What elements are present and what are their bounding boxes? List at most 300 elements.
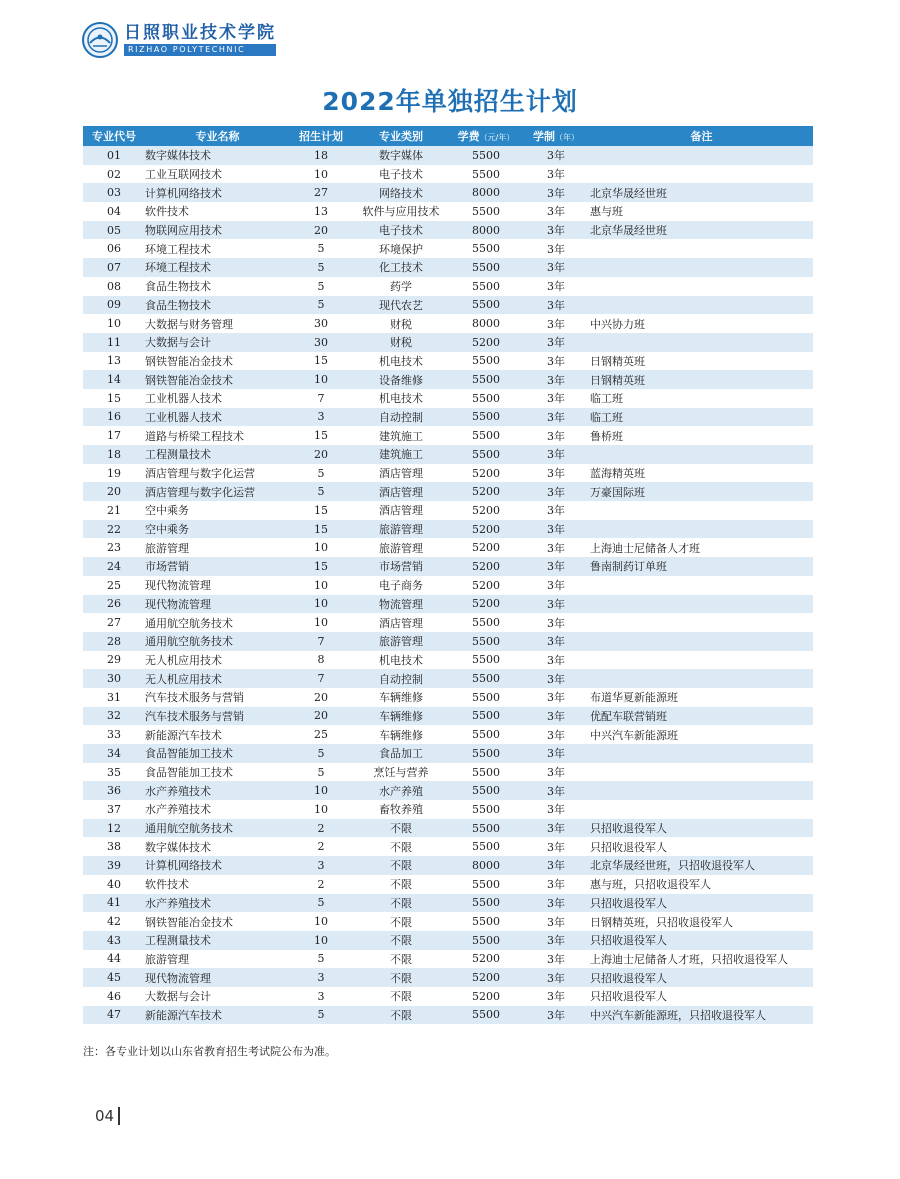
cell-tuition: 8000 xyxy=(450,314,522,333)
cell-quota: 7 xyxy=(290,389,352,408)
col-header-category: 专业类别 xyxy=(352,126,450,146)
col-header-duration-unit: （年） xyxy=(555,133,579,142)
cell-remarks xyxy=(590,296,813,315)
cell-quota: 13 xyxy=(290,202,352,221)
cell-code: 15 xyxy=(83,389,145,408)
table-row xyxy=(83,800,813,819)
cell-code: 35 xyxy=(83,763,145,782)
cell-tuition: 5500 xyxy=(450,613,522,632)
cell-remarks xyxy=(590,165,813,184)
cell-quota: 20 xyxy=(290,221,352,240)
table-row xyxy=(83,221,813,240)
cell-remarks xyxy=(590,239,813,258)
cell-code: 27 xyxy=(83,613,145,632)
cell-category: 建筑施工 xyxy=(352,445,450,464)
cell-remarks xyxy=(590,632,813,651)
cell-tuition: 5200 xyxy=(450,464,522,483)
cell-code: 09 xyxy=(83,296,145,315)
cell-remarks xyxy=(590,520,813,539)
cell-category: 环境保护 xyxy=(352,239,450,258)
table-row xyxy=(83,894,813,913)
cell-duration: 3年 xyxy=(522,389,590,408)
table-row xyxy=(83,613,813,632)
cell-remarks: 只招收退役军人 xyxy=(590,837,813,856)
cell-code: 05 xyxy=(83,221,145,240)
cell-major: 环境工程技术 xyxy=(145,258,290,277)
cell-major: 物联网应用技术 xyxy=(145,221,290,240)
cell-category: 电子商务 xyxy=(352,576,450,595)
cell-quota: 15 xyxy=(290,352,352,371)
cell-category: 建筑施工 xyxy=(352,426,450,445)
cell-major: 软件技术 xyxy=(145,202,290,221)
cell-code: 04 xyxy=(83,202,145,221)
cell-major: 现代物流管理 xyxy=(145,576,290,595)
table-row xyxy=(83,651,813,670)
cell-remarks: 只招收退役军人 xyxy=(590,968,813,987)
cell-quota: 2 xyxy=(290,875,352,894)
cell-quota: 2 xyxy=(290,837,352,856)
cell-remarks: 日钢精英班，只招收退役军人 xyxy=(590,912,813,931)
cell-duration: 3年 xyxy=(522,968,590,987)
cell-major: 水产养殖技术 xyxy=(145,781,290,800)
cell-code: 10 xyxy=(83,314,145,333)
cell-remarks: 鲁桥班 xyxy=(590,426,813,445)
cell-tuition: 5500 xyxy=(450,239,522,258)
cell-category: 车辆维修 xyxy=(352,688,450,707)
cell-duration: 3年 xyxy=(522,632,590,651)
cell-tuition: 5200 xyxy=(450,595,522,614)
cell-quota: 30 xyxy=(290,314,352,333)
cell-remarks: 蓝海精英班 xyxy=(590,464,813,483)
cell-remarks xyxy=(590,277,813,296)
cell-quota: 5 xyxy=(290,744,352,763)
cell-code: 47 xyxy=(83,1006,145,1025)
cell-category: 自动控制 xyxy=(352,669,450,688)
cell-tuition: 5500 xyxy=(450,819,522,838)
cell-remarks: 上海迪士尼储备人才班，只招收退役军人 xyxy=(590,950,813,969)
cell-tuition: 5200 xyxy=(450,576,522,595)
table-row xyxy=(83,183,813,202)
cell-remarks: 中兴汽车新能源班 xyxy=(590,725,813,744)
cell-major: 现代物流管理 xyxy=(145,968,290,987)
cell-code: 13 xyxy=(83,352,145,371)
table-row xyxy=(83,445,813,464)
cell-code: 26 xyxy=(83,595,145,614)
cell-tuition: 5500 xyxy=(450,688,522,707)
cell-tuition: 5500 xyxy=(450,837,522,856)
cell-category: 财税 xyxy=(352,333,450,352)
cell-duration: 3年 xyxy=(522,856,590,875)
cell-quota: 7 xyxy=(290,669,352,688)
cell-code: 01 xyxy=(83,146,145,165)
cell-quota: 8 xyxy=(290,651,352,670)
cell-quota: 20 xyxy=(290,445,352,464)
cell-remarks xyxy=(590,445,813,464)
cell-code: 28 xyxy=(83,632,145,651)
cell-tuition: 5500 xyxy=(450,931,522,950)
cell-category: 软件与应用技术 xyxy=(352,202,450,221)
cell-quota: 10 xyxy=(290,613,352,632)
cell-tuition: 5500 xyxy=(450,146,522,165)
cell-category: 不限 xyxy=(352,912,450,931)
cell-category: 市场营销 xyxy=(352,557,450,576)
cell-category: 不限 xyxy=(352,837,450,856)
table-row xyxy=(83,837,813,856)
cell-duration: 3年 xyxy=(522,183,590,202)
table-row xyxy=(83,146,813,165)
col-header-major: 专业名称 xyxy=(145,126,290,146)
cell-duration: 3年 xyxy=(522,669,590,688)
cell-major: 酒店管理与数字化运营 xyxy=(145,482,290,501)
table-row xyxy=(83,501,813,520)
cell-quota: 10 xyxy=(290,595,352,614)
col-header-tuition-unit: （元/年） xyxy=(479,133,515,142)
cell-code: 31 xyxy=(83,688,145,707)
cell-category: 电子技术 xyxy=(352,221,450,240)
cell-duration: 3年 xyxy=(522,819,590,838)
cell-major: 新能源汽车技术 xyxy=(145,725,290,744)
cell-duration: 3年 xyxy=(522,352,590,371)
cell-code: 37 xyxy=(83,800,145,819)
cell-duration: 3年 xyxy=(522,987,590,1006)
cell-major: 钢铁智能冶金技术 xyxy=(145,370,290,389)
cell-duration: 3年 xyxy=(522,613,590,632)
cell-remarks: 北京华晟经世班 xyxy=(590,221,813,240)
cell-category: 物流管理 xyxy=(352,595,450,614)
table-row xyxy=(83,875,813,894)
cell-quota: 25 xyxy=(290,725,352,744)
cell-category: 水产养殖 xyxy=(352,781,450,800)
cell-tuition: 5200 xyxy=(450,987,522,1006)
cell-remarks xyxy=(590,258,813,277)
col-header-code: 专业代号 xyxy=(83,126,145,146)
cell-remarks: 优配车联营销班 xyxy=(590,707,813,726)
cell-code: 07 xyxy=(83,258,145,277)
cell-major: 计算机网络技术 xyxy=(145,183,290,202)
table-row xyxy=(83,744,813,763)
table-row xyxy=(83,595,813,614)
cell-category: 烹饪与营养 xyxy=(352,763,450,782)
cell-code: 43 xyxy=(83,931,145,950)
cell-remarks: 惠与班 xyxy=(590,202,813,221)
cell-code: 03 xyxy=(83,183,145,202)
cell-major: 通用航空航务技术 xyxy=(145,632,290,651)
cell-category: 酒店管理 xyxy=(352,482,450,501)
cell-category: 旅游管理 xyxy=(352,632,450,651)
cell-remarks: 惠与班，只招收退役军人 xyxy=(590,875,813,894)
cell-quota: 5 xyxy=(290,482,352,501)
cell-major: 环境工程技术 xyxy=(145,239,290,258)
footnote: 注：各专业计划以山东省教育招生考试院公布为准。 xyxy=(83,1045,336,1058)
table-row xyxy=(83,931,813,950)
cell-major: 现代物流管理 xyxy=(145,595,290,614)
enrollment-plan-table xyxy=(83,126,813,1024)
cell-quota: 5 xyxy=(290,1006,352,1025)
cell-tuition: 5500 xyxy=(450,725,522,744)
cell-major: 汽车技术服务与营销 xyxy=(145,688,290,707)
table-row xyxy=(83,408,813,427)
cell-remarks: 只招收退役军人 xyxy=(590,987,813,1006)
cell-quota: 5 xyxy=(290,258,352,277)
table-row xyxy=(83,258,813,277)
cell-major: 工业机器人技术 xyxy=(145,389,290,408)
col-header-duration-label: 学制 xyxy=(533,130,555,143)
cell-category: 不限 xyxy=(352,894,450,913)
cell-major: 数字媒体技术 xyxy=(145,146,290,165)
school-logo-icon xyxy=(82,22,118,58)
cell-tuition: 5200 xyxy=(450,520,522,539)
cell-remarks xyxy=(590,576,813,595)
table-row xyxy=(83,688,813,707)
table-row xyxy=(83,277,813,296)
school-name-cn: 日照职业技术学院 xyxy=(124,23,276,43)
cell-duration: 3年 xyxy=(522,538,590,557)
cell-quota: 5 xyxy=(290,950,352,969)
cell-category: 网络技术 xyxy=(352,183,450,202)
cell-remarks xyxy=(590,744,813,763)
cell-code: 22 xyxy=(83,520,145,539)
cell-tuition: 5500 xyxy=(450,875,522,894)
table-row xyxy=(83,314,813,333)
cell-quota: 30 xyxy=(290,333,352,352)
cell-duration: 3年 xyxy=(522,725,590,744)
cell-duration: 3年 xyxy=(522,482,590,501)
cell-quota: 20 xyxy=(290,707,352,726)
cell-category: 不限 xyxy=(352,987,450,1006)
cell-duration: 3年 xyxy=(522,445,590,464)
cell-tuition: 5500 xyxy=(450,202,522,221)
cell-duration: 3年 xyxy=(522,837,590,856)
cell-quota: 10 xyxy=(290,370,352,389)
cell-tuition: 5500 xyxy=(450,408,522,427)
cell-tuition: 5200 xyxy=(450,333,522,352)
cell-major: 钢铁智能冶金技术 xyxy=(145,352,290,371)
cell-remarks: 北京华晟经世班，只招收退役军人 xyxy=(590,856,813,875)
cell-major: 计算机网络技术 xyxy=(145,856,290,875)
table-row xyxy=(83,296,813,315)
cell-duration: 3年 xyxy=(522,314,590,333)
cell-tuition: 5200 xyxy=(450,482,522,501)
cell-code: 17 xyxy=(83,426,145,445)
cell-code: 08 xyxy=(83,277,145,296)
cell-code: 40 xyxy=(83,875,145,894)
cell-quota: 5 xyxy=(290,239,352,258)
page-title: 2022年单独招生计划 xyxy=(322,87,578,116)
cell-remarks: 只招收退役军人 xyxy=(590,819,813,838)
cell-category: 设备维修 xyxy=(352,370,450,389)
table-body xyxy=(83,146,813,1024)
cell-quota: 10 xyxy=(290,931,352,950)
cell-duration: 3年 xyxy=(522,744,590,763)
cell-category: 财税 xyxy=(352,314,450,333)
cell-quota: 3 xyxy=(290,968,352,987)
cell-remarks xyxy=(590,333,813,352)
cell-duration: 3年 xyxy=(522,501,590,520)
cell-duration: 3年 xyxy=(522,239,590,258)
cell-quota: 7 xyxy=(290,632,352,651)
cell-duration: 3年 xyxy=(522,146,590,165)
cell-major: 工业互联网技术 xyxy=(145,165,290,184)
cell-major: 无人机应用技术 xyxy=(145,651,290,670)
cell-category: 化工技术 xyxy=(352,258,450,277)
table-row xyxy=(83,538,813,557)
cell-tuition: 5500 xyxy=(450,1006,522,1025)
cell-code: 14 xyxy=(83,370,145,389)
cell-category: 不限 xyxy=(352,1006,450,1025)
cell-quota: 3 xyxy=(290,987,352,1006)
cell-duration: 3年 xyxy=(522,1006,590,1025)
cell-remarks xyxy=(590,781,813,800)
table-row xyxy=(83,426,813,445)
cell-tuition: 5500 xyxy=(450,651,522,670)
table-row xyxy=(83,370,813,389)
cell-major: 无人机应用技术 xyxy=(145,669,290,688)
cell-code: 36 xyxy=(83,781,145,800)
col-header-quota: 招生计划 xyxy=(290,126,352,146)
table-row xyxy=(83,669,813,688)
cell-major: 数字媒体技术 xyxy=(145,837,290,856)
cell-tuition: 5500 xyxy=(450,165,522,184)
cell-remarks: 日钢精英班 xyxy=(590,352,813,371)
cell-major: 食品生物技术 xyxy=(145,277,290,296)
cell-remarks xyxy=(590,800,813,819)
cell-duration: 3年 xyxy=(522,894,590,913)
cell-duration: 3年 xyxy=(522,931,590,950)
cell-tuition: 5500 xyxy=(450,744,522,763)
cell-major: 大数据与会计 xyxy=(145,987,290,1006)
cell-remarks xyxy=(590,595,813,614)
cell-tuition: 5500 xyxy=(450,258,522,277)
table-row xyxy=(83,781,813,800)
table-row xyxy=(83,464,813,483)
cell-duration: 3年 xyxy=(522,800,590,819)
cell-code: 32 xyxy=(83,707,145,726)
cell-remarks: 鲁南制药订单班 xyxy=(590,557,813,576)
cell-code: 20 xyxy=(83,482,145,501)
cell-major: 通用航空航务技术 xyxy=(145,819,290,838)
cell-quota: 5 xyxy=(290,277,352,296)
table-row xyxy=(83,707,813,726)
cell-quota: 20 xyxy=(290,688,352,707)
cell-duration: 3年 xyxy=(522,258,590,277)
cell-category: 不限 xyxy=(352,856,450,875)
cell-duration: 3年 xyxy=(522,202,590,221)
page-number: 04 xyxy=(95,1107,115,1125)
cell-code: 21 xyxy=(83,501,145,520)
cell-remarks: 布道华夏新能源班 xyxy=(590,688,813,707)
cell-duration: 3年 xyxy=(522,576,590,595)
col-header-tuition-label: 学费 xyxy=(457,130,480,143)
cell-duration: 3年 xyxy=(522,464,590,483)
cell-major: 软件技术 xyxy=(145,875,290,894)
cell-tuition: 5200 xyxy=(450,538,522,557)
cell-tuition: 5500 xyxy=(450,912,522,931)
cell-major: 空中乘务 xyxy=(145,501,290,520)
cell-major: 钢铁智能冶金技术 xyxy=(145,912,290,931)
table-row xyxy=(83,333,813,352)
cell-duration: 3年 xyxy=(522,595,590,614)
cell-quota: 5 xyxy=(290,894,352,913)
cell-remarks: 北京华晟经世班 xyxy=(590,183,813,202)
cell-category: 现代农艺 xyxy=(352,296,450,315)
cell-category: 不限 xyxy=(352,819,450,838)
cell-code: 12 xyxy=(83,819,145,838)
cell-major: 食品智能加工技术 xyxy=(145,744,290,763)
cell-category: 旅游管理 xyxy=(352,538,450,557)
school-brand xyxy=(124,24,276,56)
cell-tuition: 5500 xyxy=(450,426,522,445)
cell-remarks: 中兴协力班 xyxy=(590,314,813,333)
col-header-remarks: 备注 xyxy=(590,126,813,146)
cell-duration: 3年 xyxy=(522,221,590,240)
cell-code: 25 xyxy=(83,576,145,595)
cell-major: 工业机器人技术 xyxy=(145,408,290,427)
cell-duration: 3年 xyxy=(522,277,590,296)
cell-quota: 3 xyxy=(290,408,352,427)
cell-major: 酒店管理与数字化运营 xyxy=(145,464,290,483)
cell-category: 不限 xyxy=(352,875,450,894)
cell-tuition: 5500 xyxy=(450,277,522,296)
cell-major: 水产养殖技术 xyxy=(145,800,290,819)
col-header-tuition xyxy=(450,126,522,146)
cell-remarks: 只招收退役军人 xyxy=(590,931,813,950)
cell-quota: 15 xyxy=(290,426,352,445)
cell-code: 02 xyxy=(83,165,145,184)
cell-category: 车辆维修 xyxy=(352,707,450,726)
cell-major: 水产养殖技术 xyxy=(145,894,290,913)
cell-quota: 10 xyxy=(290,576,352,595)
cell-duration: 3年 xyxy=(522,370,590,389)
cell-quota: 5 xyxy=(290,763,352,782)
cell-category: 数字媒体 xyxy=(352,146,450,165)
cell-tuition: 5500 xyxy=(450,894,522,913)
cell-remarks xyxy=(590,501,813,520)
table-row xyxy=(83,856,813,875)
cell-code: 16 xyxy=(83,408,145,427)
cell-duration: 3年 xyxy=(522,912,590,931)
cell-category: 旅游管理 xyxy=(352,520,450,539)
cell-quota: 15 xyxy=(290,557,352,576)
cell-remarks xyxy=(590,651,813,670)
cell-duration: 3年 xyxy=(522,557,590,576)
cell-remarks: 临工班 xyxy=(590,389,813,408)
cell-category: 车辆维修 xyxy=(352,725,450,744)
cell-duration: 3年 xyxy=(522,165,590,184)
cell-remarks: 万豪国际班 xyxy=(590,482,813,501)
cell-tuition: 8000 xyxy=(450,221,522,240)
cell-duration: 3年 xyxy=(522,707,590,726)
cell-quota: 5 xyxy=(290,296,352,315)
cell-code: 34 xyxy=(83,744,145,763)
cell-category: 畜牧养殖 xyxy=(352,800,450,819)
cell-tuition: 5500 xyxy=(450,800,522,819)
cell-code: 44 xyxy=(83,950,145,969)
cell-category: 不限 xyxy=(352,950,450,969)
cell-major: 空中乘务 xyxy=(145,520,290,539)
cell-tuition: 5200 xyxy=(450,950,522,969)
table-row xyxy=(83,912,813,931)
cell-remarks: 只招收退役军人 xyxy=(590,894,813,913)
table-row xyxy=(83,482,813,501)
cell-major: 食品智能加工技术 xyxy=(145,763,290,782)
school-name-en: RIZHAO POLYTECHNIC xyxy=(124,44,276,56)
cell-category: 机电技术 xyxy=(352,352,450,371)
cell-quota: 10 xyxy=(290,781,352,800)
cell-quota: 15 xyxy=(290,520,352,539)
cell-tuition: 5200 xyxy=(450,501,522,520)
cell-duration: 3年 xyxy=(522,875,590,894)
cell-remarks xyxy=(590,669,813,688)
